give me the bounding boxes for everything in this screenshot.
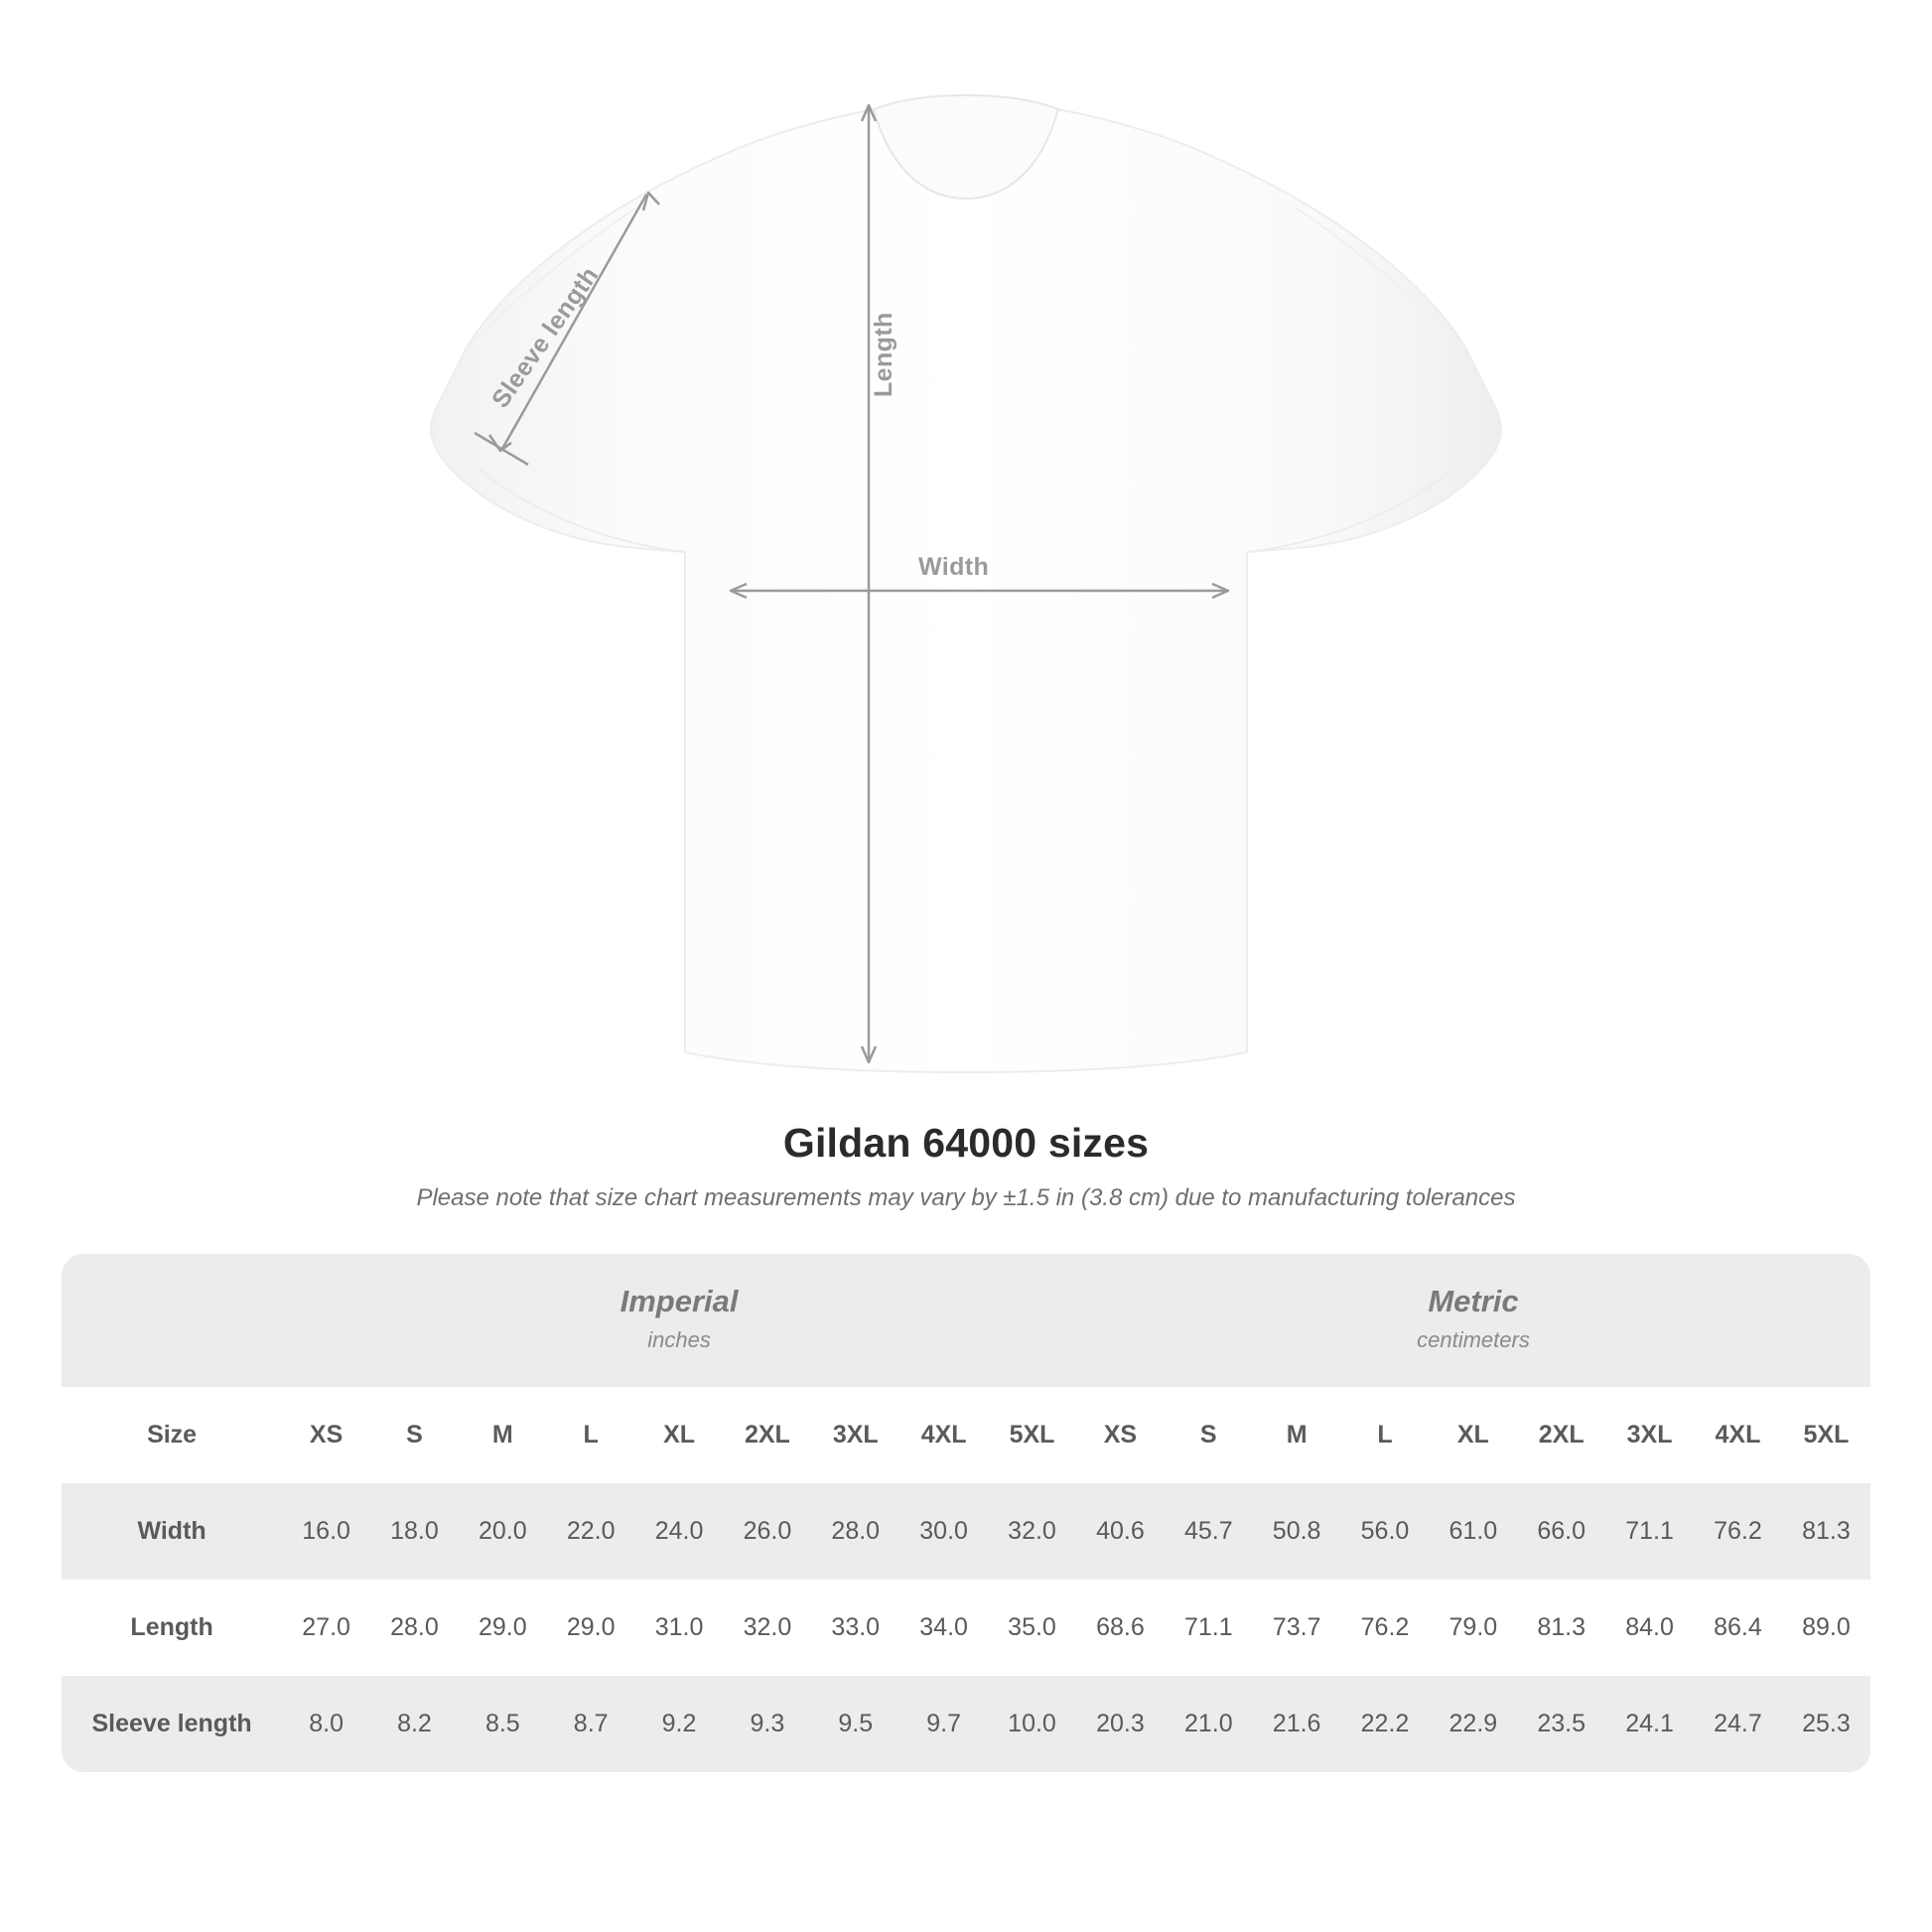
length-dimension-label: Length bbox=[870, 312, 897, 397]
measurement-row-label: Length bbox=[62, 1580, 282, 1676]
unit-group-sub: centimeters bbox=[1417, 1327, 1530, 1352]
measurement-cell: 32.0 bbox=[988, 1483, 1076, 1580]
size-column-header: M bbox=[459, 1387, 547, 1483]
size-column-header: 4XL bbox=[899, 1387, 988, 1483]
unit-group-sub: inches bbox=[647, 1327, 711, 1352]
measurement-cell: 73.7 bbox=[1253, 1580, 1341, 1676]
measurement-cell: 81.3 bbox=[1782, 1483, 1870, 1580]
measurement-row-label: Width bbox=[62, 1483, 282, 1580]
size-column-header: XS bbox=[282, 1387, 370, 1483]
size-header-row bbox=[62, 1387, 1870, 1483]
size-column-header: 3XL bbox=[1605, 1387, 1694, 1483]
size-column-header: 2XL bbox=[1517, 1387, 1605, 1483]
sleeve-length-dimension-label: Sleeve length bbox=[486, 261, 605, 414]
unit-group-imperial bbox=[282, 1254, 1076, 1387]
table-row bbox=[62, 1580, 1870, 1676]
measurement-cell: 40.6 bbox=[1076, 1483, 1165, 1580]
size-column-header: XL bbox=[635, 1387, 724, 1483]
size-column-header: S bbox=[1165, 1387, 1253, 1483]
measurement-cell: 18.0 bbox=[370, 1483, 459, 1580]
tolerance-note: Please note that size chart measurements may vary by ±1.5 in (3.8 cm) due to manufacturing tolerances bbox=[416, 1184, 1516, 1211]
measurement-cell: 68.6 bbox=[1076, 1580, 1165, 1676]
measurement-cell: 29.0 bbox=[459, 1580, 547, 1676]
measurement-cell: 23.5 bbox=[1517, 1676, 1605, 1772]
measurement-cell: 22.2 bbox=[1341, 1676, 1430, 1772]
measurement-cell: 28.0 bbox=[811, 1483, 899, 1580]
measurement-cell: 35.0 bbox=[988, 1580, 1076, 1676]
measurement-cell: 21.0 bbox=[1165, 1676, 1253, 1772]
width-dimension-label: Width bbox=[918, 553, 990, 581]
measurement-cell: 30.0 bbox=[899, 1483, 988, 1580]
unit-group-name: Metric bbox=[1428, 1284, 1519, 1318]
table-row bbox=[62, 1483, 1870, 1580]
table-row bbox=[62, 1676, 1870, 1772]
measurement-cell: 16.0 bbox=[282, 1483, 370, 1580]
measurement-cell: 9.7 bbox=[899, 1676, 988, 1772]
measurement-cell: 32.0 bbox=[723, 1580, 811, 1676]
measurement-cell: 9.3 bbox=[723, 1676, 811, 1772]
measurement-cell: 61.0 bbox=[1429, 1483, 1517, 1580]
title-block bbox=[0, 1120, 1932, 1212]
measurement-cell: 22.9 bbox=[1429, 1676, 1517, 1772]
measurement-cell: 10.0 bbox=[988, 1676, 1076, 1772]
measurement-cell: 66.0 bbox=[1517, 1483, 1605, 1580]
measurement-cell: 24.7 bbox=[1694, 1676, 1782, 1772]
size-column-header: L bbox=[547, 1387, 635, 1483]
measurement-cell: 24.1 bbox=[1605, 1676, 1694, 1772]
measurement-cell: 76.2 bbox=[1341, 1580, 1430, 1676]
measurement-cell: 89.0 bbox=[1782, 1580, 1870, 1676]
size-header-cell: Size bbox=[62, 1387, 282, 1483]
size-column-header: L bbox=[1341, 1387, 1430, 1483]
measurement-cell: 24.0 bbox=[635, 1483, 724, 1580]
measurement-row-label: Sleeve length bbox=[62, 1676, 282, 1772]
measurement-cell: 26.0 bbox=[723, 1483, 811, 1580]
size-column-header: 4XL bbox=[1694, 1387, 1782, 1483]
size-column-header: S bbox=[370, 1387, 459, 1483]
measurement-cell: 71.1 bbox=[1165, 1580, 1253, 1676]
measurement-cell: 9.5 bbox=[811, 1676, 899, 1772]
measurement-cell: 20.3 bbox=[1076, 1676, 1165, 1772]
measurement-cell: 8.2 bbox=[370, 1676, 459, 1772]
measurement-cell: 33.0 bbox=[811, 1580, 899, 1676]
measurement-cell: 22.0 bbox=[547, 1483, 635, 1580]
measurement-cell: 86.4 bbox=[1694, 1580, 1782, 1676]
size-column-header: 2XL bbox=[723, 1387, 811, 1483]
size-column-header: M bbox=[1253, 1387, 1341, 1483]
measurement-cell: 50.8 bbox=[1253, 1483, 1341, 1580]
measurement-cell: 25.3 bbox=[1782, 1676, 1870, 1772]
unit-header-row bbox=[62, 1254, 1870, 1387]
unit-group-name: Imperial bbox=[620, 1284, 739, 1318]
size-column-header: 3XL bbox=[811, 1387, 899, 1483]
shirt-body bbox=[431, 95, 1501, 1072]
measurement-cell: 79.0 bbox=[1429, 1580, 1517, 1676]
measurement-cell: 71.1 bbox=[1605, 1483, 1694, 1580]
measurement-cell: 28.0 bbox=[370, 1580, 459, 1676]
measurement-cell: 29.0 bbox=[547, 1580, 635, 1676]
size-column-header: XL bbox=[1429, 1387, 1517, 1483]
measurement-cell: 27.0 bbox=[282, 1580, 370, 1676]
measurement-cell: 9.2 bbox=[635, 1676, 724, 1772]
unit-header-spacer bbox=[62, 1254, 282, 1387]
measurement-cell: 8.0 bbox=[282, 1676, 370, 1772]
page-title: Gildan 64000 sizes bbox=[782, 1120, 1150, 1166]
size-column-header: XS bbox=[1076, 1387, 1165, 1483]
measurement-cell: 45.7 bbox=[1165, 1483, 1253, 1580]
size-table bbox=[62, 1254, 1870, 1772]
measurement-cell: 56.0 bbox=[1341, 1483, 1430, 1580]
measurement-cell: 34.0 bbox=[899, 1580, 988, 1676]
measurement-cell: 76.2 bbox=[1694, 1483, 1782, 1580]
unit-group-metric bbox=[1076, 1254, 1870, 1387]
measurement-cell: 8.7 bbox=[547, 1676, 635, 1772]
measurement-cell: 31.0 bbox=[635, 1580, 724, 1676]
measurement-cell: 84.0 bbox=[1605, 1580, 1694, 1676]
size-column-header: 5XL bbox=[1782, 1387, 1870, 1483]
measurement-cell: 20.0 bbox=[459, 1483, 547, 1580]
size-table-wrapper bbox=[62, 1254, 1870, 1772]
measurement-cell: 8.5 bbox=[459, 1676, 547, 1772]
measurement-cell: 81.3 bbox=[1517, 1580, 1605, 1676]
measurement-cell: 21.6 bbox=[1253, 1676, 1341, 1772]
size-column-header: 5XL bbox=[988, 1387, 1076, 1483]
